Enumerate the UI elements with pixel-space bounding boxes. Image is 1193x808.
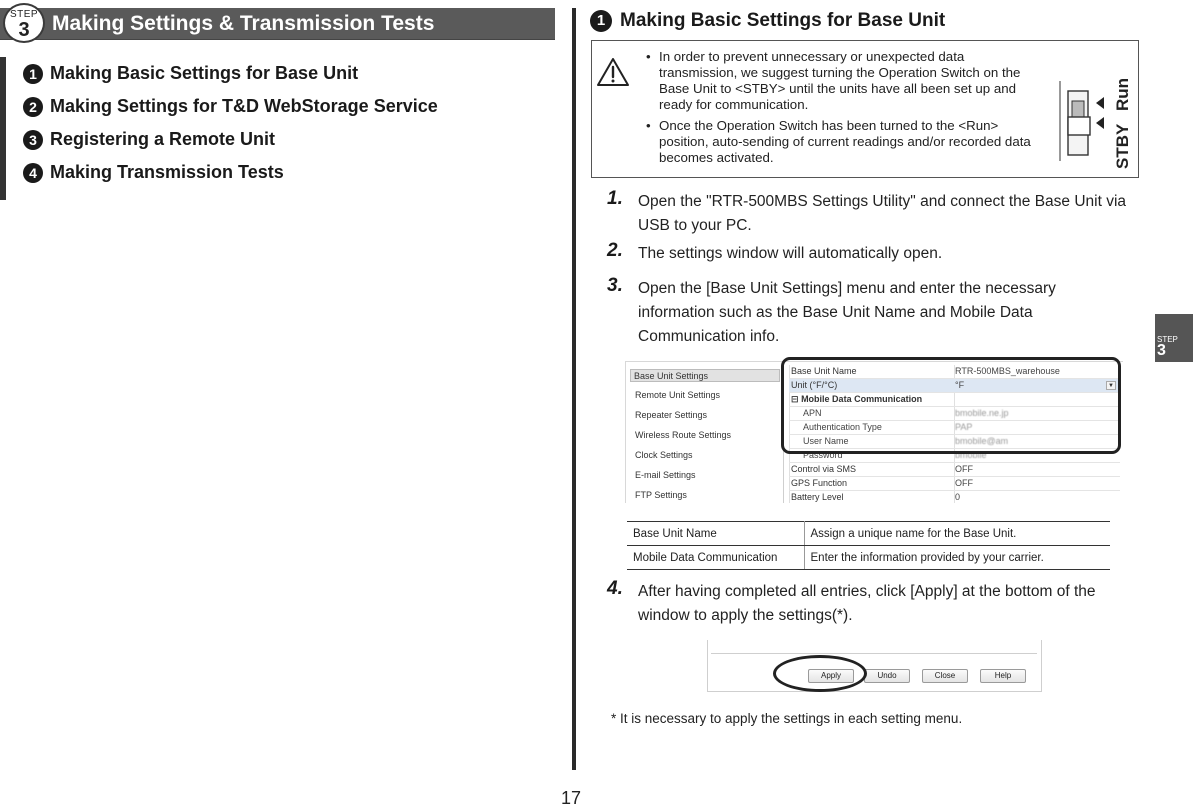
grid-key: Control via SMS <box>791 464 857 474</box>
page-number: 17 <box>561 788 582 808</box>
grid-value: OFF <box>955 478 973 488</box>
switch-stby-label: STBY <box>1113 123 1132 169</box>
step-number: 4. <box>607 578 623 599</box>
grid-value: bmobile.ne.jp <box>955 408 1009 418</box>
notice-bullet: • In order to prevent unnecessary or unexpected data transmission, we suggest turning the Operation Switch on the Base Unit to <STBY> until the units have all been set up and ready for communication. <box>646 49 1046 113</box>
grid-key: Base Unit Name <box>791 366 857 376</box>
step-text: The settings window will automatically open. <box>638 245 943 262</box>
grid-key: GPS Function <box>791 478 848 488</box>
toc-item-number: 1 <box>23 64 43 84</box>
grid-key: Password <box>803 450 843 460</box>
table-row <box>627 546 1110 570</box>
toc-item-number: 4 <box>23 163 43 183</box>
close-button[interactable]: Close <box>922 669 968 683</box>
warning-icon <box>596 57 630 87</box>
toc-item-label: Making Settings for T&D WebStorage Service <box>50 96 438 116</box>
step-badge-label: STEP <box>9 9 39 20</box>
help-button[interactable]: Help <box>980 669 1026 683</box>
menu-item-repeater-settings[interactable]: Repeater Settings <box>635 410 708 420</box>
apply-buttons-screenshot <box>707 640 1042 692</box>
operation-switch-illustration <box>1058 51 1136 175</box>
footnote: * It is necessary to apply the settings in each setting menu. <box>611 711 963 726</box>
table-cell-value: Enter the information provided by your carrier. <box>804 546 1110 570</box>
grid-row-control-via-sms[interactable] <box>789 463 1120 477</box>
switch-run-label: Run <box>1113 77 1132 111</box>
grid-value: 0 <box>955 492 961 502</box>
toc-item[interactable] <box>23 57 438 90</box>
grid-value: PAP <box>955 422 973 432</box>
table-of-contents <box>0 57 438 200</box>
step-text: After having completed all entries, click [Apply] at the bottom of the window to apply the settings(*). <box>638 583 1096 624</box>
settings-description-table <box>627 521 1110 570</box>
settings-menu <box>626 362 784 503</box>
step-number: 3. <box>607 275 623 296</box>
menu-item-clock-settings[interactable]: Clock Settings <box>635 450 693 460</box>
notice-bullet: • Once the Operation Switch has been turned to the <Run> position, auto-sending of current readings and/or recorded data becomes activated. <box>646 118 1046 166</box>
grid-value: bmobile@am <box>955 436 1009 446</box>
grid-key: User Name <box>803 436 849 446</box>
step-header <box>0 8 555 40</box>
side-tab-number: 3 <box>1157 342 1166 359</box>
table-cell-key: Mobile Data Communication <box>627 546 804 570</box>
step-text: Open the [Base Unit Settings] menu and enter the necessary information such as the Base Unit Name and Mobile Data Communication info. <box>638 280 1056 345</box>
toc-item[interactable] <box>23 90 438 123</box>
apply-button[interactable]: Apply <box>808 669 854 683</box>
toc-item-number: 3 <box>23 130 43 150</box>
section-number: 1 <box>590 10 612 32</box>
column-divider <box>572 8 576 770</box>
step-badge-number: 3 <box>18 19 30 41</box>
collapse-icon[interactable]: ⊟ <box>791 394 799 404</box>
grid-key: Battery Level <box>791 492 844 502</box>
grid-row-battery-level[interactable] <box>789 491 1120 503</box>
grid-value: RTR-500MBS_warehouse <box>955 366 1060 376</box>
notice-list <box>646 49 1046 171</box>
grid-value: OFF <box>955 464 973 474</box>
toc-item-number: 2 <box>23 97 43 117</box>
grid-value: °F <box>955 380 965 390</box>
table-cell-key: Base Unit Name <box>627 522 804 546</box>
grid-row-gps-function[interactable] <box>789 477 1120 491</box>
side-tab-label: STEP <box>1157 335 1178 344</box>
step-badge <box>3 3 45 43</box>
grid-key: APN <box>803 408 822 418</box>
menu-item-remote-unit-settings[interactable]: Remote Unit Settings <box>635 390 721 400</box>
apply-highlight-annotation <box>773 655 867 692</box>
grid-value: bmobile <box>955 450 987 460</box>
toc-item[interactable] <box>23 156 438 189</box>
step-header-title: Making Settings & Transmission Tests <box>52 12 435 35</box>
step-side-tab <box>1155 314 1193 362</box>
highlight-annotation <box>781 357 1121 454</box>
grid-key: Unit (°F/°C) <box>791 380 838 390</box>
grid-key: Authentication Type <box>803 422 882 432</box>
caution-notice <box>591 40 1139 178</box>
menu-item-ftp-settings[interactable]: FTP Settings <box>635 490 687 500</box>
table-row <box>627 522 1110 546</box>
section-title <box>590 8 945 34</box>
step-text: Open the "RTR-500MBS Settings Utility" and connect the Base Unit via USB to your PC. <box>638 193 1127 234</box>
table-cell-value: Assign a unique name for the Base Unit. <box>804 522 1110 546</box>
toc-item-label: Registering a Remote Unit <box>50 129 276 149</box>
menu-item-email-settings[interactable]: E-mail Settings <box>635 470 696 480</box>
section-title-text: Making Basic Settings for Base Unit <box>620 10 946 31</box>
menu-item-base-unit-settings[interactable]: Base Unit Settings <box>630 369 780 382</box>
undo-button[interactable]: Undo <box>864 669 910 683</box>
toc-item[interactable] <box>23 123 438 156</box>
toc-item-label: Making Basic Settings for Base Unit <box>50 63 359 83</box>
dropdown-arrow-icon[interactable]: ▼ <box>1106 381 1116 390</box>
window-divider <box>711 653 1037 654</box>
step-number: 2. <box>607 240 623 261</box>
toc-item-label: Making Transmission Tests <box>50 162 284 182</box>
step-number: 1. <box>607 188 623 209</box>
grid-group-header: ⊟ Mobile Data Communication <box>791 394 923 404</box>
menu-item-wireless-route-settings[interactable]: Wireless Route Settings <box>635 430 732 440</box>
